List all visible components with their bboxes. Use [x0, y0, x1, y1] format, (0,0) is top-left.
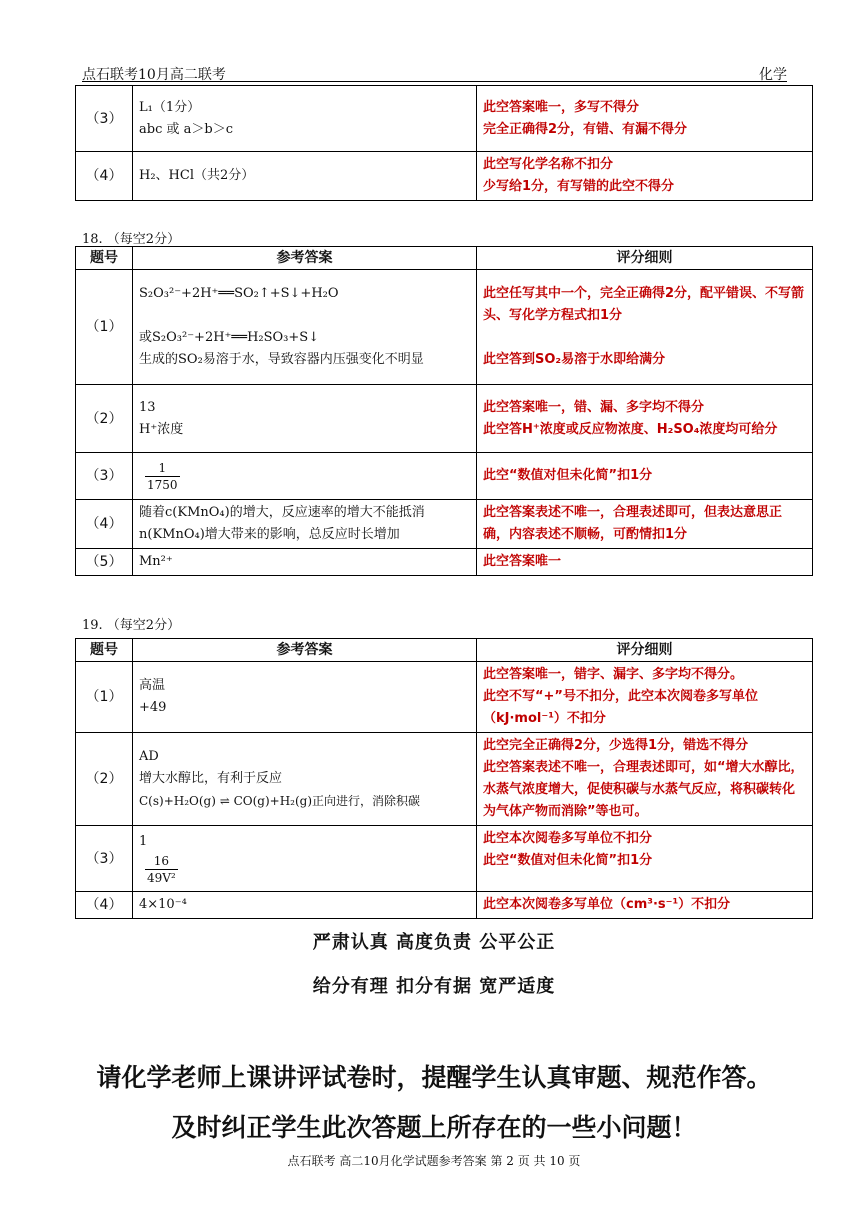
table-row [76, 453, 813, 500]
criteria-cell: 此空答案唯一，错字、漏字、多字均不得分。 此空不写“+”号不扣分，此空本次阅卷多写单位（kJ·mol⁻¹）不扣分 [477, 662, 813, 733]
table-header-row [76, 639, 813, 662]
slogan-line-1: 严肃认真 高度负责 公平公正 [312, 932, 556, 953]
col-header-answer: 参考答案 [133, 639, 477, 662]
row-number: （3） [76, 453, 133, 500]
criteria-cell: 此空本次阅卷多写单位（cm³·s⁻¹）不扣分 [477, 892, 813, 919]
col-header-number: 题号 [76, 247, 133, 270]
table-row [76, 826, 813, 892]
criteria-cell: 此空答案唯一，错、漏、多字均不得分 此空答H⁺浓度或反应物浓度、H₂SO₄浓度均可给分 [477, 385, 813, 453]
table-row [76, 152, 813, 201]
answer-cell: H₂、HCl（共2分） [133, 152, 477, 201]
q19-table [75, 638, 813, 919]
page-footer: 点石联考 高二10月化学试题参考答案 第 2 页 共 10 页 [287, 1154, 581, 1168]
row-number: （1） [76, 662, 133, 733]
table-row [76, 270, 813, 385]
row-number: （4） [76, 500, 133, 549]
criteria-cell: 此空答案唯一，多写不得分 完全正确得2分，有错、有漏不得分 [477, 86, 813, 152]
table-row [76, 385, 813, 453]
row-number: （1） [76, 270, 133, 385]
table-row [76, 662, 813, 733]
answer-cell: 随着c(KMnO₄)的增大，反应速率的增大不能抵消 n(KMnO₄)增大带来的影响，总反应时长增加 [133, 500, 477, 549]
row-number: （4） [76, 152, 133, 201]
col-header-answer: 参考答案 [133, 247, 477, 270]
criteria-cell: 此空完全正确得2分，少选得1分，错选不得分 此空答案表述不唯一，合理表述即可，如“增大水醇比，水蒸气浓度增大，促使积碳与水蒸气反应，将积碳转化为气体产物而消除”等也可。 [477, 733, 813, 826]
row-number: （4） [76, 892, 133, 919]
criteria-cell: 此空答案唯一 [477, 549, 813, 576]
fraction: $\frac{1}{1750}$ [147, 460, 178, 492]
criteria-cell: 此空写化学名称不扣分 少写给1分，有写错的此空不得分 [477, 152, 813, 201]
table-row [76, 892, 813, 919]
answer-cell: 1 $\frac{16}{\text{49V²}}$ [133, 826, 477, 892]
answer-cell: 13 H⁺浓度 [133, 385, 477, 453]
col-header-criteria: 评分细则 [477, 639, 813, 662]
table-row [76, 86, 813, 152]
row-number: （3） [76, 86, 133, 152]
notice-line-1: 请化学老师上课讲评试卷时，提醒学生认真审题、规范作答。 [96, 1063, 772, 1092]
q17-table [75, 85, 813, 201]
q18-table [75, 246, 813, 576]
col-header-criteria: 评分细则 [477, 247, 813, 270]
page-header [82, 63, 787, 82]
notice-line-2: 及时纠正学生此次答题上所存在的一些小问题！ [171, 1113, 697, 1142]
table-row [76, 733, 813, 826]
answer-cell: AD 增大水醇比，有利于反应 C(s)+H₂O(g) ⇌ CO(g)+H₂(g)正向进行，消除积碳 [133, 733, 477, 826]
answer-cell [133, 453, 477, 500]
criteria-cell: 此空答案表述不唯一，合理表述即可，但表达意思正确，内容表述不顺畅，可酌情扣1分 [477, 500, 813, 549]
criteria-cell: 此空“数值对但未化简”扣1分 [477, 453, 813, 500]
col-header-number: 题号 [76, 639, 133, 662]
row-number: （3） [76, 826, 133, 892]
answer-cell: 高温 +49 [133, 662, 477, 733]
criteria-cell: 此空本次阅卷多写单位不扣分 此空“数值对但未化简”扣1分 [477, 826, 813, 892]
q18-title: 18. （每空2分） [82, 232, 181, 247]
header-exam-name: 点石联考10月高二联考 [82, 67, 226, 83]
answer-cell: S₂O₃²⁻+2H⁺══SO₂↑+S↓+H₂O 或S₂O₃²⁻+2H⁺══H₂SO₃+S↓ 生成的SO₂易溶于水，导致容器内压强变化不明显 [133, 270, 477, 385]
row-number: （2） [76, 385, 133, 453]
slogan-line-2: 给分有理 扣分有据 宽严适度 [312, 976, 556, 997]
q19-title: 19. （每空2分） [82, 618, 181, 633]
table-row [76, 500, 813, 549]
row-number: （5） [76, 549, 133, 576]
answer-cell: L₁（1分） abc 或 a＞b＞c [133, 86, 477, 152]
criteria-cell: 此空任写其中一个，完全正确得2分，配平错误、不写箭头、写化学方程式扣1分 此空答到SO₂易溶于水即给满分 [477, 270, 813, 385]
table-header-row [76, 247, 813, 270]
header-subject: 化学 [759, 67, 787, 83]
answer-cell: Mn²⁺ [133, 549, 477, 576]
table-row [76, 549, 813, 576]
answer-cell: 4×10⁻⁴ [133, 892, 477, 919]
fraction: $\frac{16}{\text{49V²}}$ [147, 854, 176, 885]
row-number: （2） [76, 733, 133, 826]
